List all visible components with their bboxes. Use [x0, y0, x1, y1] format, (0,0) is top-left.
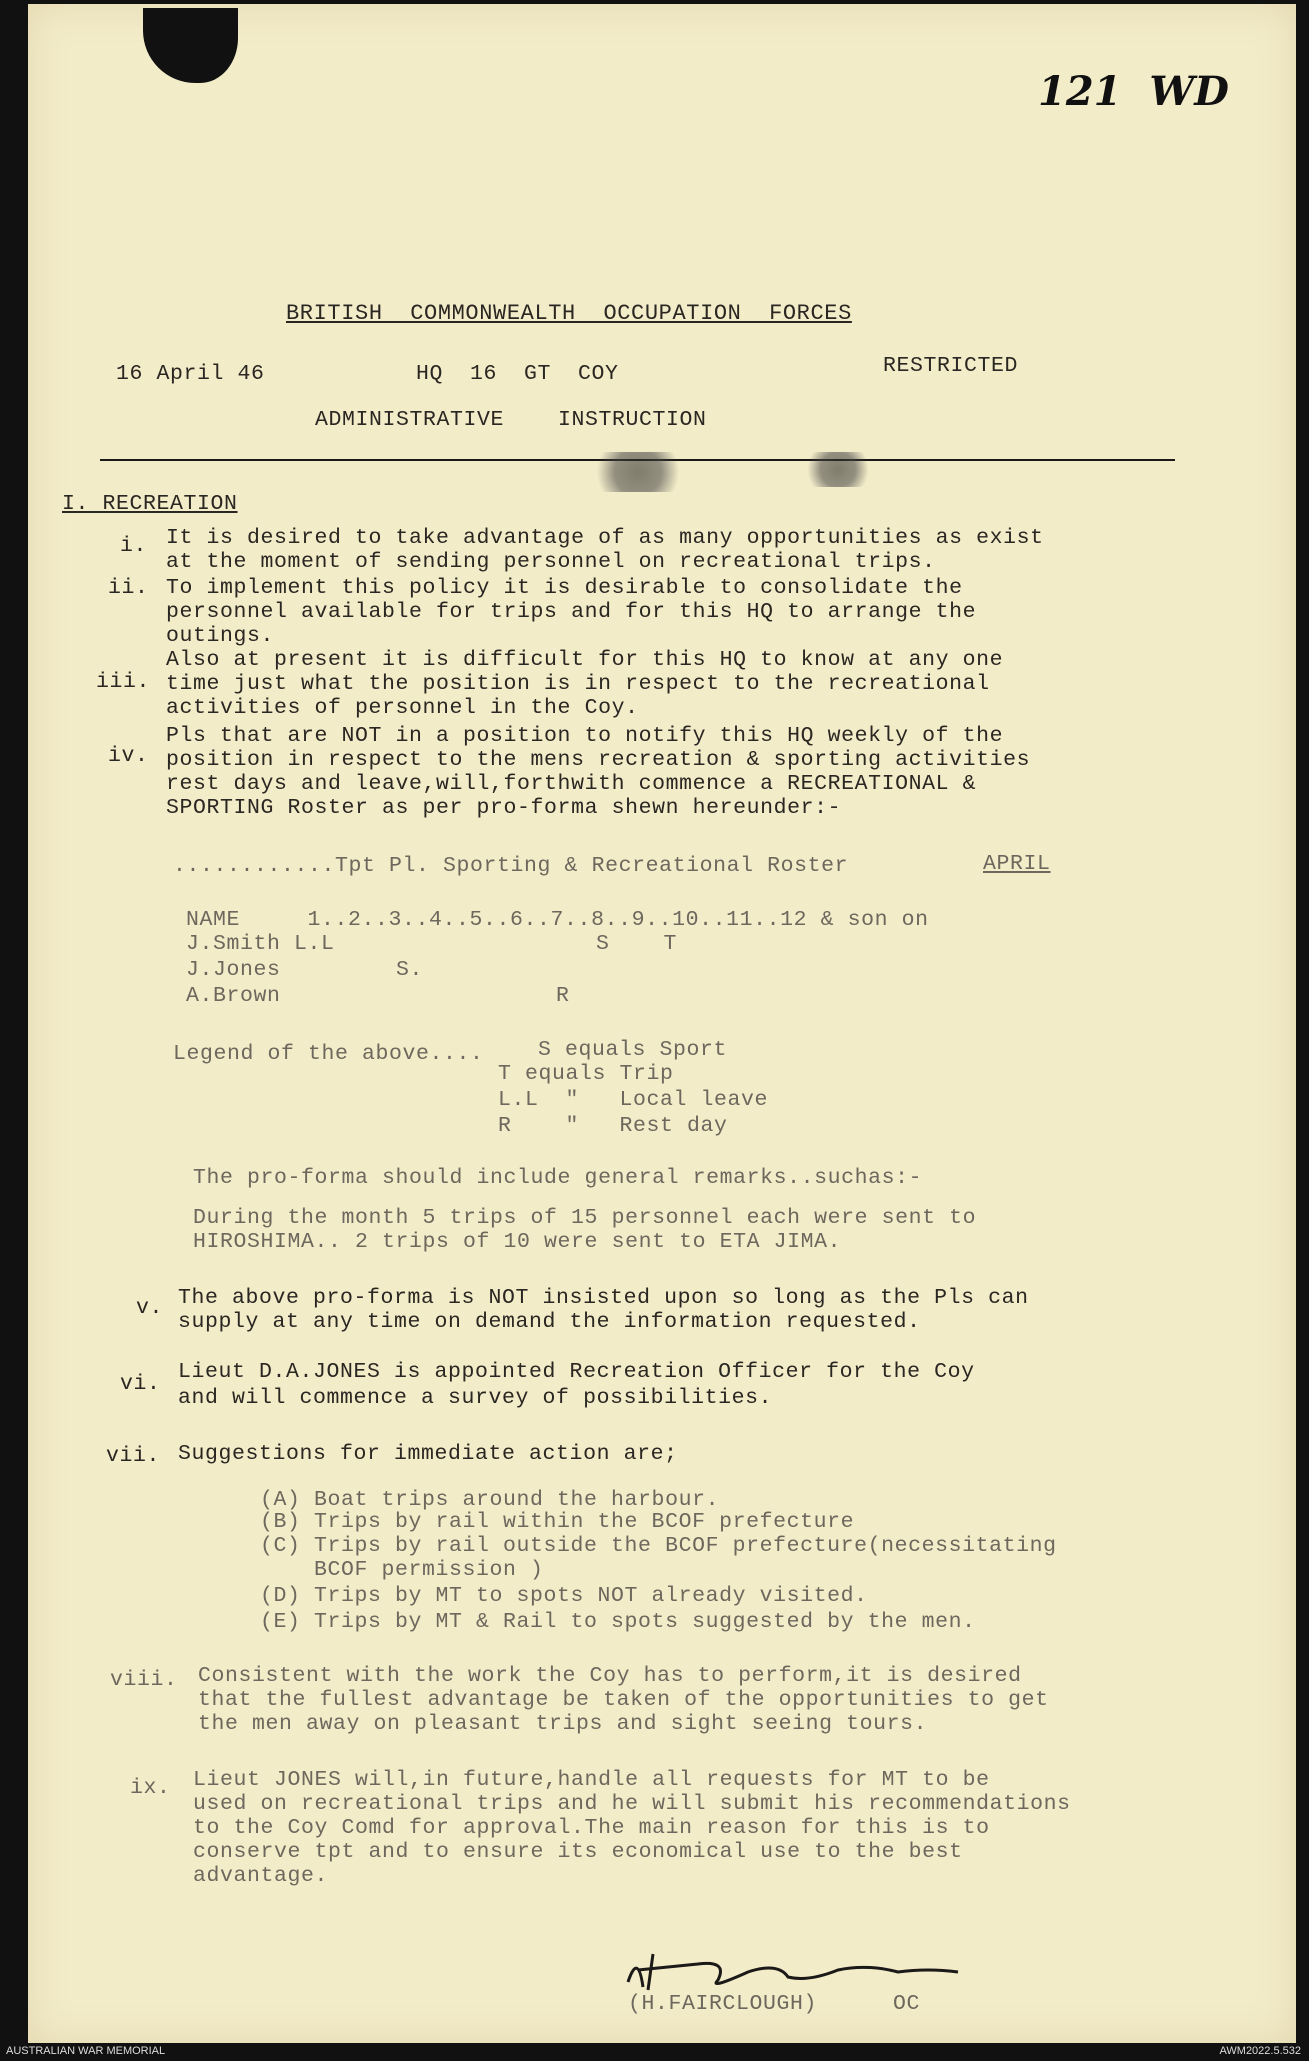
torn-corner [143, 8, 238, 83]
suggestion-item: (D) Trips by MT to spots NOT already visited. [260, 1584, 868, 1608]
para-line: Also at present it is difficult for this HQ to know at any one [166, 648, 1004, 672]
roster-row-marks: S. [396, 958, 424, 982]
document-date: 16 April 46 [116, 362, 265, 386]
para-number: ii. [108, 576, 149, 600]
para-line: personnel available for trips and for this HQ to arrange the [166, 600, 977, 624]
signatory-name: (H.FAIRCLOUGH) [628, 1992, 818, 2016]
para-line: To implement this policy it is desirable to consolidate the [166, 576, 963, 600]
para-number: viii. [110, 1668, 178, 1692]
para-line: the men away on pleasant trips and sight seeing tours. [198, 1712, 928, 1736]
para-line: Lieut D.A.JONES is appointed Recreation Officer for the Coy [178, 1360, 975, 1384]
document-title: BRITISH COMMONWEALTH OCCUPATION FORCES [286, 301, 852, 326]
roster-month: APRIL [983, 852, 1051, 876]
legend-item: T equals Trip [498, 1062, 674, 1086]
para-line: used on recreational trips and he will submit his recommendations [193, 1792, 1071, 1816]
suggestion-item: (B) Trips by rail within the BCOF prefecture [260, 1510, 855, 1534]
para-number: vii. [106, 1444, 161, 1468]
ink-blot [798, 452, 878, 487]
para-line: SPORTING Roster as per pro-forma shewn hereunder:- [166, 796, 842, 820]
para-line: supply at any time on demand the information requested. [178, 1310, 921, 1334]
remarks-line: During the month 5 trips of 15 personnel each were sent to [193, 1206, 977, 1230]
para-line: rest days and leave,will,forthwith commence a RECREATIONAL & [166, 772, 977, 796]
document-page [28, 4, 1296, 2043]
para-line: time just what the position is in respect to the recreational [166, 672, 990, 696]
para-line: position in respect to the mens recreation & sporting activities [166, 748, 1031, 772]
legend-item: S equals Sport [538, 1038, 728, 1062]
roster-header: NAME 1..2..3..4..5..6..7..8..9..10..11..12 & son on [186, 908, 929, 932]
roster-row-name: J.Jones [186, 958, 281, 982]
legend-item: L.L " Local leave [498, 1088, 769, 1112]
remarks-line: The pro-forma should include general remarks..suchas:- [193, 1166, 923, 1190]
ink-blot [583, 452, 693, 492]
suggestion-item: (E) Trips by MT & Rail to spots suggested by the men. [260, 1610, 976, 1634]
para-line: The above pro-forma is NOT insisted upon so long as the Pls can [178, 1286, 1029, 1310]
section-title: I. RECREATION [62, 492, 238, 516]
footer-archive: AUSTRALIAN WAR MEMORIAL [6, 2045, 166, 2057]
para-number: v. [136, 1296, 164, 1320]
roster-row-marks: R [556, 984, 570, 1008]
para-line: that the fullest advantage be taken of the opportunities to get [198, 1688, 1049, 1712]
para-line: advantage. [193, 1864, 329, 1888]
para-line: at the moment of sending personnel on recreational trips. [166, 550, 936, 574]
instruction-title: ADMINISTRATIVE INSTRUCTION [315, 408, 707, 432]
handwritten-reference: 121 WD [1038, 68, 1229, 115]
legend-intro: Legend of the above.... [173, 1042, 484, 1066]
footer-reference: AWM2022.5.532 [1219, 2045, 1301, 2057]
para-number: vi. [120, 1372, 161, 1396]
para-line: conserve tpt and to ensure its economical use to the best [193, 1840, 963, 1864]
legend-item: R " Rest day [498, 1114, 728, 1138]
para-line: Suggestions for immediate action are; [178, 1442, 678, 1466]
roster-row-marks: S T [596, 932, 678, 956]
para-line: outings. [166, 624, 275, 648]
para-line: and will commence a survey of possibilities. [178, 1386, 773, 1410]
suggestion-item: (A) Boat trips around the harbour. [260, 1488, 720, 1512]
roster-title: ............Tpt Pl. Sporting & Recreational Roster [173, 854, 849, 878]
para-line: activities of personnel in the Coy. [166, 696, 639, 720]
roster-row-name: J.Smith L.L [186, 932, 335, 956]
remarks-line: HIROSHIMA.. 2 trips of 10 were sent to ETA JIMA. [193, 1230, 842, 1254]
unit-name: HQ 16 GT COY [416, 362, 619, 386]
suggestion-item: BCOF permission ) [260, 1558, 544, 1582]
para-number: ix. [130, 1776, 171, 1800]
roster-row-name: A.Brown [186, 984, 281, 1008]
para-number: i. [120, 534, 148, 558]
para-line: It is desired to take advantage of as many opportunities as exist [166, 526, 1044, 550]
para-number: iii. [96, 670, 151, 694]
para-number: iv. [108, 744, 149, 768]
signatory-role: OC [893, 1992, 921, 2016]
para-line: Consistent with the work the Coy has to perform,it is desired [198, 1664, 1022, 1688]
classification: RESTRICTED [883, 354, 1019, 378]
suggestion-item: (C) Trips by rail outside the BCOF prefecture(necessitating [260, 1534, 1057, 1558]
para-line: Lieut JONES will,in future,handle all requests for MT to be [193, 1768, 990, 1792]
para-line: to the Coy Comd for approval.The main reason for this is to [193, 1816, 990, 1840]
para-line: Pls that are NOT in a position to notify this HQ weekly of the [166, 724, 1004, 748]
